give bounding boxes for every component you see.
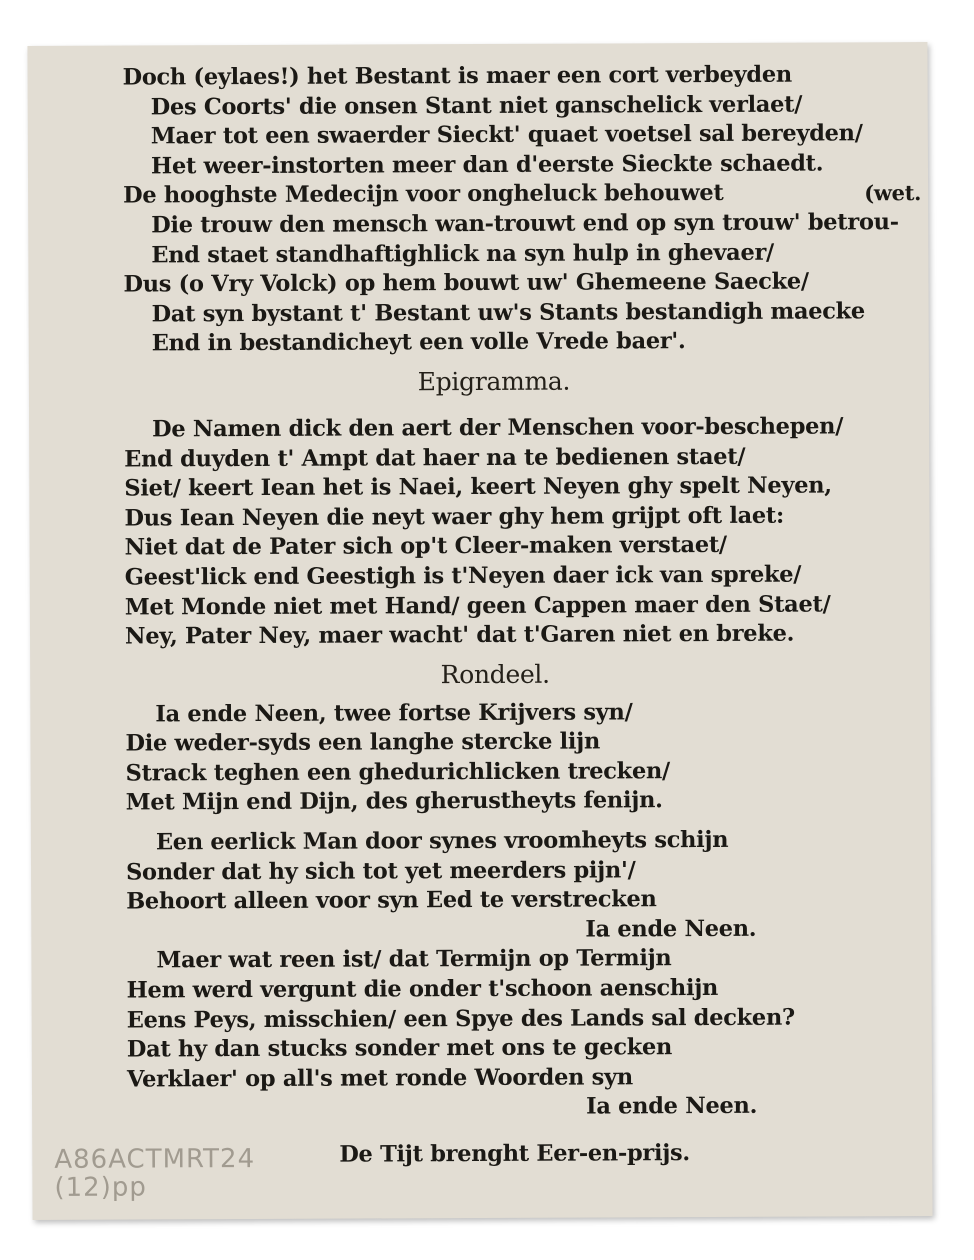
epigram-line: De Namen dick den aert der Menschen voor-beschepen/: [152, 413, 844, 443]
rondeel-line: Eens Peys, misschien/ een Spye des Lands sal decken?: [126, 1004, 795, 1034]
rondeel-line: Ia ende Neen, twee fortse Krijvers syn/: [155, 699, 633, 728]
rondeel-refrain: Ia ende Neen.: [586, 1093, 758, 1120]
poem-line: Dat syn bystant t' Bestant uw's Stants bestandigh maecke: [151, 298, 865, 328]
epigram-line: End duyden t' Ampt dat haer na te bedienen staet/: [124, 443, 746, 473]
rondeel-line: Met Mijn end Dijn, des gherustheyts fenijn.: [125, 787, 663, 817]
epigram-line: Niet dat de Pater sich op't Cleer-maken verstaet/: [124, 532, 727, 561]
epigram-line: Siet/ keert Iean het is Naei, keert Neyen ghy spelt Neyen,: [124, 472, 832, 502]
rondeel-title: Rondeel.: [440, 659, 550, 689]
page-count: (12)pp: [54, 1172, 147, 1203]
poem-line: End in bestandicheyt een volle Vrede baer'.: [151, 328, 686, 357]
poem-line-overflow: (wet.: [864, 180, 922, 206]
motto-footer: De Tijt brenght Eer-en-prijs.: [339, 1140, 690, 1168]
rondeel-line: Dat hy dan stucks sonder met ons te gecken: [126, 1034, 673, 1063]
rondeel-refrain: Ia ende Neen.: [585, 915, 757, 943]
epigram-line: Geest'lick end Geestigh is t'Neyen daer ick van spreke/: [124, 561, 802, 591]
catalog-pencil-mark: [54, 1145, 255, 1202]
poem-line: Des Coorts' die onsen Stant niet ganschelick verlaet/: [150, 91, 803, 121]
text-block: [123, 60, 928, 1172]
rondeel-line: Die weder-syds een langhe stercke lijn: [125, 728, 601, 757]
catalog-number: A86ACTMRT24: [54, 1143, 256, 1175]
paper-sheet: [27, 42, 932, 1220]
rondeel-line: Strack teghen een ghedurichlicken trecken/: [125, 758, 670, 787]
rondeel-line: Een eerlick Man door synes vroomheyts schijn: [155, 826, 729, 856]
rondeel-line: Verklaer' op all's met ronde Woorden syn: [126, 1064, 633, 1093]
epigram-line: Dus Iean Neyen die neyt waer ghy hem grijpt oft laet:: [124, 502, 785, 532]
poem-line: Maer tot een swaerder Sieckt' quaet voetsel sal bereyden/: [150, 120, 863, 150]
poem-line: Die trouw den mensch wan-trouwt end op syn trouw' betrou-: [151, 209, 899, 239]
poem-line: Dus (o Vry Volck) op hem bouwt uw' Ghemeene Saecke/: [123, 268, 809, 298]
poem-line: End staet standhaftighlick na syn hulp in ghevaer/: [151, 239, 774, 268]
rondeel-line: Behoort alleen voor syn Eed te verstrecken: [126, 886, 657, 915]
rondeel-line: Maer wat reen ist/ dat Termijn op Termijn: [156, 945, 672, 974]
poem-line: Doch (eylaes!) het Bestant is maer een cort verbeyden: [122, 61, 792, 91]
epigram-line: Ney, Pater Ney, maer wacht' dat t'Garen niet en breke.: [124, 620, 795, 650]
epigram-title: Epigramma.: [417, 366, 571, 397]
rondeel-line: Sonder dat hy sich tot yet meerders pijn'/: [125, 856, 636, 886]
epigram-line: Met Monde niet met Hand/ geen Cappen maer den Staet/: [124, 590, 831, 621]
rondeel-line: Hem werd vergunt die onder t'schoon aenschijn: [126, 974, 719, 1004]
poem-line: De hooghste Medecijn voor ongheluck behouwet: [123, 180, 724, 209]
poem-line-wrap: [123, 178, 923, 211]
poem-line: Het weer-instorten meer dan d'eerste Sieckte schaedt.: [150, 150, 824, 180]
